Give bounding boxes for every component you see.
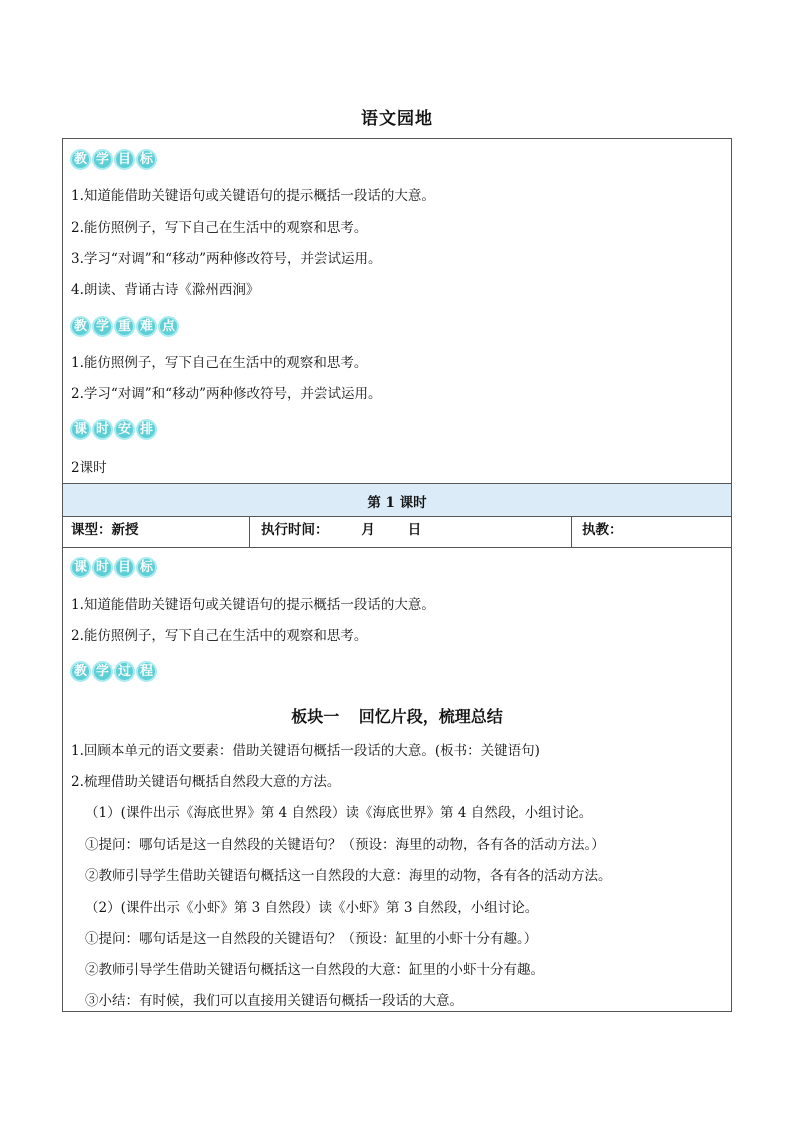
lesson-goal-item: 2.能仿照例子，写下自己在生活中的观察和思考。 <box>71 628 368 644</box>
badge-char: 标 <box>136 149 157 170</box>
badge-char: 目 <box>114 149 135 170</box>
column-divider <box>571 516 572 547</box>
badge-char: 课 <box>70 419 91 440</box>
badge-char: 时 <box>92 557 113 578</box>
badge-char: 学 <box>92 149 113 170</box>
divider <box>63 516 731 517</box>
badge-char: 安 <box>114 419 135 440</box>
badge-char: 排 <box>136 419 157 440</box>
column-divider <box>249 516 250 547</box>
block-title: 板块一 回忆片段，梳理总结 <box>291 707 503 726</box>
badge-char: 标 <box>136 557 157 578</box>
schedule-text: 2课时 <box>71 460 107 476</box>
process-line: （2）(课件出示《小虾》第 3 自然段）读《小虾》第 3 自然段，小组讨论。 <box>85 900 539 916</box>
badge-char: 教 <box>70 661 91 682</box>
process-line: 1.回顾本单元的语文要素：借助关键语句概括一段话的大意。(板书：关键语句) <box>71 743 540 759</box>
page-title: 语文园地 <box>361 109 433 129</box>
badge-char: 课 <box>70 557 91 578</box>
badge-process <box>70 661 157 682</box>
lesson-header: 第 1 课时 <box>367 495 427 511</box>
badge-char: 程 <box>136 661 157 682</box>
badge-char: 重 <box>114 316 135 337</box>
lesson-plan-table <box>62 138 732 1012</box>
badge-key-points <box>70 316 179 337</box>
badge-char: 点 <box>158 316 179 337</box>
badge-char: 时 <box>92 419 113 440</box>
badge-char: 学 <box>92 316 113 337</box>
process-line: ②教师引导学生借助关键语句概括这一自然段的大意：海里的动物，各有各的活动方法。 <box>85 868 612 884</box>
objective-item: 2.能仿照例子，写下自己在生活中的观察和思考。 <box>71 220 368 236</box>
badge-char: 教 <box>70 316 91 337</box>
badge-lesson-goals <box>70 557 157 578</box>
badge-char: 过 <box>114 661 135 682</box>
process-line: 2.梳理借助关键语句概括自然段大意的方法。 <box>71 774 341 790</box>
badge-objectives <box>70 149 157 170</box>
process-line: ①提问：哪句话是这一自然段的关键语句？（预设：缸里的小虾十分有趣。） <box>85 931 538 947</box>
objective-item: 4.朗读、背诵古诗《滁州西涧》 <box>71 282 260 298</box>
lesson-teacher: 执教： <box>582 522 623 538</box>
lesson-time: 执行时间： 月 日 <box>261 522 422 538</box>
lesson-goal-item: 1.知道能借助关键语句或关键语句的提示概括一段话的大意。 <box>71 597 435 613</box>
badge-char: 学 <box>92 661 113 682</box>
objective-item: 1.知道能借助关键语句或关键语句的提示概括一段话的大意。 <box>71 188 435 204</box>
badge-char: 目 <box>114 557 135 578</box>
objective-item: 3.学习“对调”和“移动”两种修改符号，并尝试运用。 <box>71 251 382 267</box>
lesson-type: 课型：新授 <box>71 522 139 538</box>
divider <box>63 547 731 548</box>
key-point-item: 2.学习“对调”和“移动”两种修改符号，并尝试运用。 <box>71 386 382 402</box>
badge-schedule <box>70 419 157 440</box>
process-line: （1）(课件出示《海底世界》第 4 自然段）读《海底世界》第 4 自然段，小组讨论。 <box>85 805 593 821</box>
process-line: ①提问：哪句话是这一自然段的关键语句？（预设：海里的动物，各有各的活动方法。） <box>85 837 605 853</box>
badge-char: 难 <box>136 316 157 337</box>
process-line: ②教师引导学生借助关键语句概括这一自然段的大意：缸里的小虾十分有趣。 <box>85 962 544 978</box>
badge-char: 教 <box>70 149 91 170</box>
key-point-item: 1.能仿照例子，写下自己在生活中的观察和思考。 <box>71 355 368 371</box>
process-line: ③小结：有时候，我们可以直接用关键语句概括一段话的大意。 <box>85 993 463 1009</box>
